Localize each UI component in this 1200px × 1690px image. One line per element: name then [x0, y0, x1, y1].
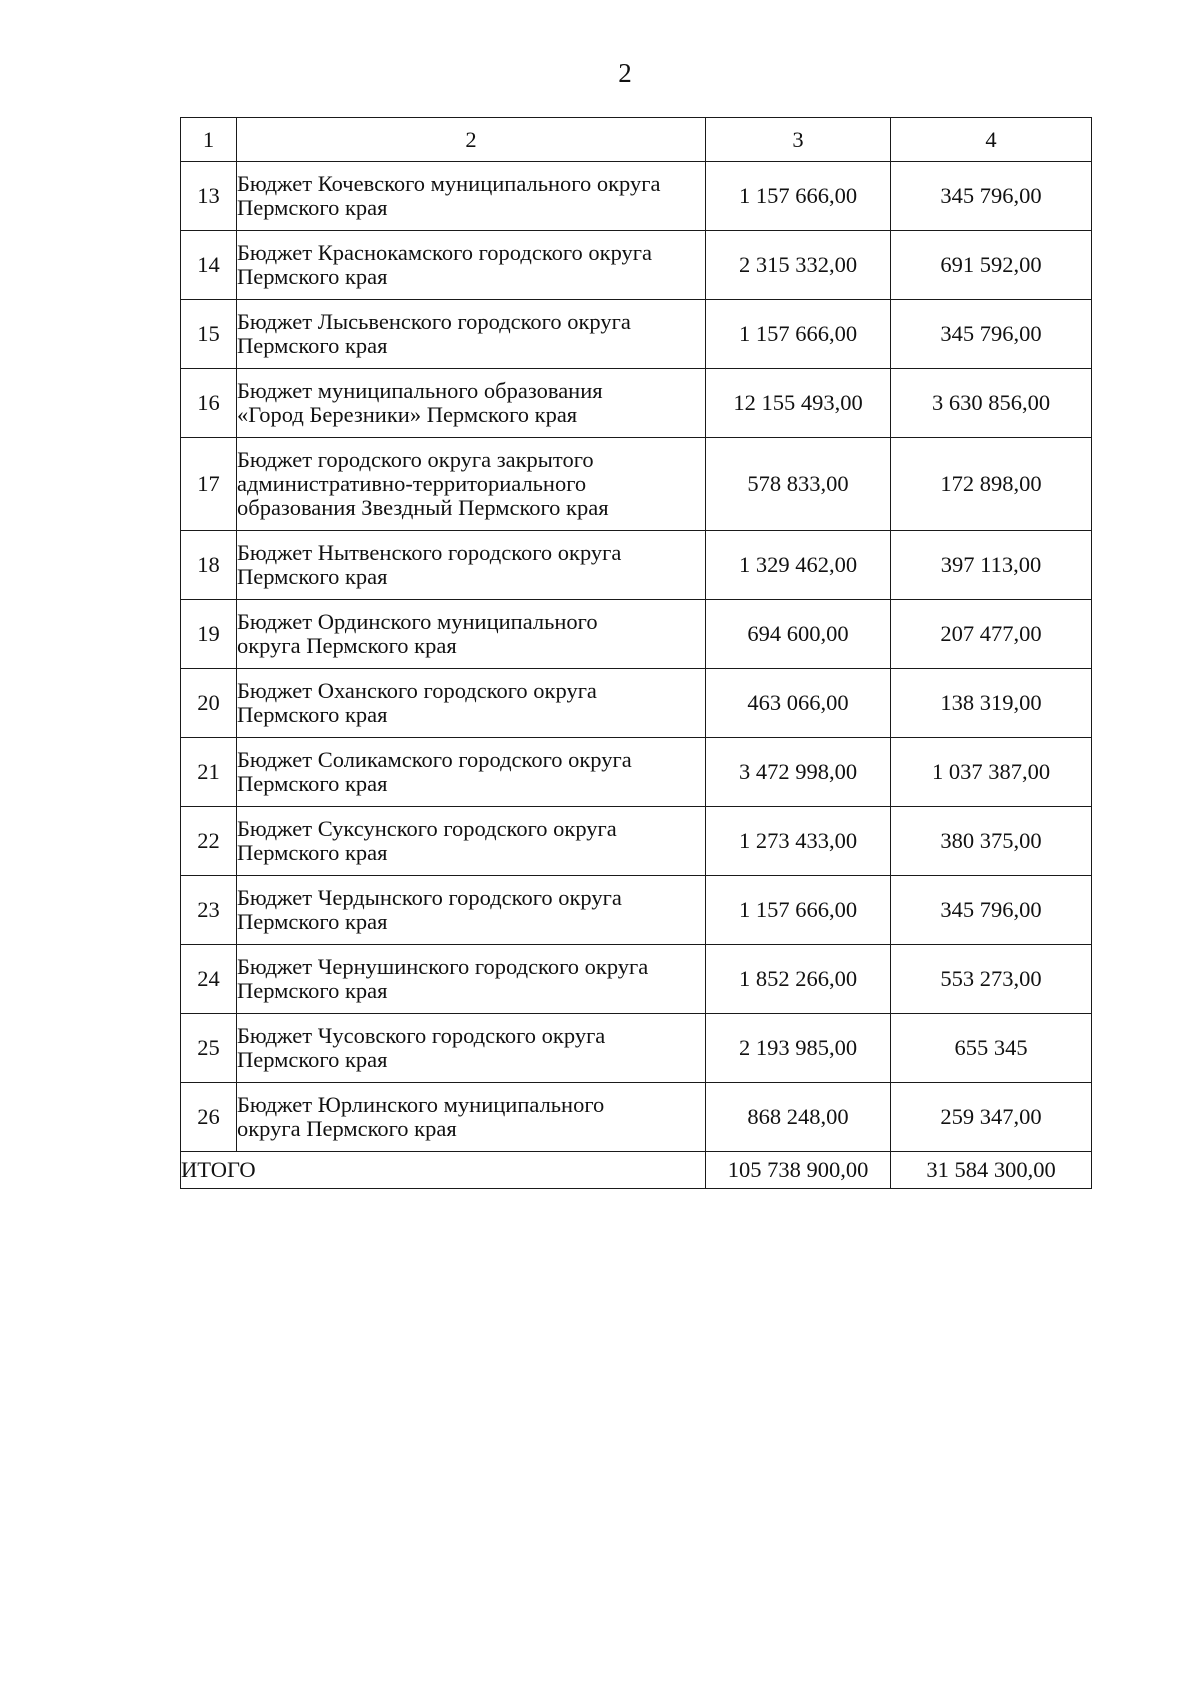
table-row — [181, 1083, 1092, 1152]
amount-col3: 1 157 666,00 — [706, 162, 891, 231]
budget-name-line: Пермского края — [237, 564, 388, 589]
amount-col4: 691 592,00 — [891, 231, 1092, 300]
budget-name-line: Пермского края — [237, 909, 388, 934]
amount-col3: 2 315 332,00 — [706, 231, 891, 300]
budget-name-line: Пермского края — [237, 771, 388, 796]
amount-col3: 1 157 666,00 — [706, 876, 891, 945]
amount-col4: 207 477,00 — [891, 600, 1092, 669]
column-header: 2 — [237, 118, 706, 162]
row-number: 18 — [181, 531, 237, 600]
budget-name-line: Пермского края — [237, 840, 388, 865]
total-col4: 31 584 300,00 — [891, 1152, 1092, 1189]
amount-col3: 1 273 433,00 — [706, 807, 891, 876]
budget-name-cell — [237, 600, 706, 669]
table-row — [181, 531, 1092, 600]
amount-col4: 553 273,00 — [891, 945, 1092, 1014]
amount-col4: 172 898,00 — [891, 438, 1092, 531]
column-header: 4 — [891, 118, 1092, 162]
table-row — [181, 1014, 1092, 1083]
budget-name-line: Бюджет Суксунского городского округа — [237, 816, 617, 841]
amount-col4: 380 375,00 — [891, 807, 1092, 876]
table-row — [181, 669, 1092, 738]
budget-name-cell — [237, 531, 706, 600]
row-number: 25 — [181, 1014, 237, 1083]
budget-name-line: Бюджет Ординского муниципального — [237, 609, 598, 634]
budget-name-line: Бюджет Соликамского городского округа — [237, 747, 632, 772]
table-row — [181, 162, 1092, 231]
amount-col4: 655 345 — [891, 1014, 1092, 1083]
total-col3: 105 738 900,00 — [706, 1152, 891, 1189]
amount-col4: 259 347,00 — [891, 1083, 1092, 1152]
budget-name-line: Бюджет городского округа закрытого — [237, 447, 594, 472]
budget-name-line: «Город Березники» Пермского края — [237, 402, 578, 427]
budget-name-line: Бюджет Нытвенского городского округа — [237, 540, 622, 565]
amount-col3: 463 066,00 — [706, 669, 891, 738]
row-number: 20 — [181, 669, 237, 738]
amount-col4: 3 630 856,00 — [891, 369, 1092, 438]
budget-name-cell — [237, 1014, 706, 1083]
total-row — [181, 1152, 1092, 1189]
budget-name-line: Пермского края — [237, 333, 388, 358]
budget-name-cell — [237, 231, 706, 300]
budget-name-line: Пермского края — [237, 1047, 388, 1072]
budget-name-cell — [237, 1083, 706, 1152]
table-row — [181, 369, 1092, 438]
amount-col4: 397 113,00 — [891, 531, 1092, 600]
budget-name-cell — [237, 162, 706, 231]
amount-col4: 345 796,00 — [891, 300, 1092, 369]
budget-allocation-table — [180, 117, 1092, 1189]
amount-col3: 578 833,00 — [706, 438, 891, 531]
table-row — [181, 876, 1092, 945]
table-row — [181, 945, 1092, 1014]
budget-name-line: Пермского края — [237, 702, 388, 727]
page-number: 2 — [618, 58, 632, 88]
table-row — [181, 300, 1092, 369]
row-number: 23 — [181, 876, 237, 945]
budget-name-cell — [237, 807, 706, 876]
amount-col4: 345 796,00 — [891, 876, 1092, 945]
row-number: 13 — [181, 162, 237, 231]
budget-name-line: округа Пермского края — [237, 1116, 457, 1141]
amount-col4: 138 319,00 — [891, 669, 1092, 738]
budget-name-line: Бюджет Кочевского муниципального округа — [237, 171, 661, 196]
budget-name-line: Пермского края — [237, 264, 388, 289]
row-number: 26 — [181, 1083, 237, 1152]
amount-col3: 1 329 462,00 — [706, 531, 891, 600]
row-number: 24 — [181, 945, 237, 1014]
budget-name-line: Бюджет Чердынского городского округа — [237, 885, 622, 910]
budget-name-line: административно-территориального — [237, 471, 587, 496]
amount-col4: 1 037 387,00 — [891, 738, 1092, 807]
amount-col3: 3 472 998,00 — [706, 738, 891, 807]
budget-name-line: Бюджет Оханского городского округа — [237, 678, 597, 703]
budget-name-cell — [237, 876, 706, 945]
amount-col3: 1 852 266,00 — [706, 945, 891, 1014]
budget-name-cell — [237, 438, 706, 531]
budget-name-line: Бюджет Краснокамского городского округа — [237, 240, 653, 265]
budget-name-line: Бюджет Чернушинского городского округа — [237, 954, 649, 979]
budget-name-line: Пермского края — [237, 195, 388, 220]
budget-name-line: Бюджет Чусовского городского округа — [237, 1023, 606, 1048]
budget-name-cell — [237, 738, 706, 807]
budget-name-line: Бюджет муниципального образования — [237, 378, 603, 403]
total-label: ИТОГО — [181, 1152, 706, 1189]
table-header-row — [181, 118, 1092, 162]
row-number: 14 — [181, 231, 237, 300]
row-number: 15 — [181, 300, 237, 369]
amount-col3: 1 157 666,00 — [706, 300, 891, 369]
budget-name-line: Бюджет Юрлинского муниципального — [237, 1092, 605, 1117]
row-number: 21 — [181, 738, 237, 807]
budget-name-cell — [237, 669, 706, 738]
budget-name-cell — [237, 300, 706, 369]
table-row — [181, 600, 1092, 669]
amount-col3: 868 248,00 — [706, 1083, 891, 1152]
row-number: 17 — [181, 438, 237, 531]
amount-col3: 2 193 985,00 — [706, 1014, 891, 1083]
table-row — [181, 438, 1092, 531]
table-row — [181, 231, 1092, 300]
row-number: 16 — [181, 369, 237, 438]
budget-name-cell — [237, 369, 706, 438]
table-row — [181, 807, 1092, 876]
budget-name-line: Бюджет Лысьвенского городского округа — [237, 309, 631, 334]
column-header: 1 — [181, 118, 237, 162]
row-number: 19 — [181, 600, 237, 669]
column-header: 3 — [706, 118, 891, 162]
budget-name-line: Пермского края — [237, 978, 388, 1003]
amount-col3: 12 155 493,00 — [706, 369, 891, 438]
budget-name-cell — [237, 945, 706, 1014]
table-row — [181, 738, 1092, 807]
amount-col4: 345 796,00 — [891, 162, 1092, 231]
budget-name-line: образования Звездный Пермского края — [237, 495, 609, 520]
amount-col3: 694 600,00 — [706, 600, 891, 669]
row-number: 22 — [181, 807, 237, 876]
budget-name-line: округа Пермского края — [237, 633, 457, 658]
